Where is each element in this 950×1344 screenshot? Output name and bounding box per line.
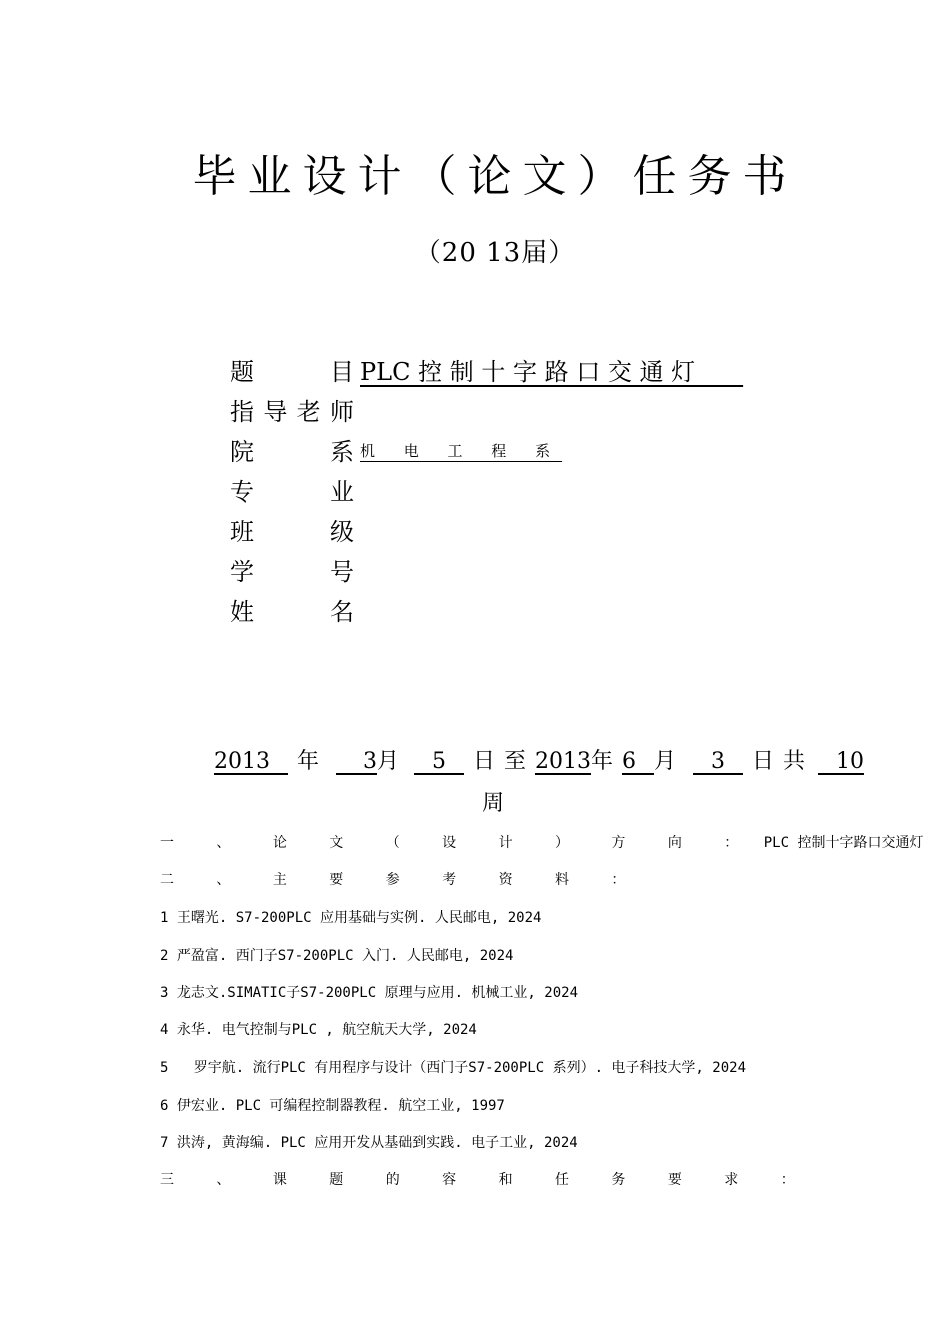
student-id-label: 学 号 — [230, 558, 354, 586]
reference-item: 7 洪涛, 黄海编. PLC 应用开发从基础到实践. 电子工业, 2024 — [160, 1135, 578, 1151]
tasks-heading: 三 、 课 题 的 容 和 任 务 要 求 ： — [160, 1172, 812, 1188]
start-month: 3 — [336, 749, 377, 774]
start-year: 2013 — [214, 749, 288, 774]
end-month-unit: 月 — [653, 749, 676, 774]
class-label: 班 级 — [230, 518, 354, 546]
references-heading: 二 、 主 要 参 考 资 料 ： — [160, 872, 643, 888]
reference-item: 1 王曙光. S7-200PLC 应用基础与实例. 人民邮电, 2024 — [160, 910, 542, 926]
topic-value: PLC 控 制 十 字 路 口 交 通 灯 — [360, 358, 744, 386]
advisor-label: 指 导 老 师 — [230, 398, 354, 426]
reference-item: 3 龙志文.SIMATIC子S7-200PLC 原理与应用. 机械工业, 2024 — [160, 985, 579, 1001]
reference-item: 2 严盈富. 西门子S7-200PLC 入门. 人民邮电, 2024 — [160, 948, 514, 964]
end-month: 6 — [622, 749, 654, 774]
document-title: 毕业设计（论文）任务书 — [192, 151, 798, 202]
end-day-unit: 日 共 — [751, 749, 805, 774]
schedule-line — [214, 744, 864, 775]
start-day: 5 — [414, 749, 464, 774]
graduation-session: （20 13届） — [414, 238, 576, 268]
start-month-unit: 月 — [376, 749, 399, 774]
end-day: 3 — [693, 749, 743, 774]
reference-item: 5 罗宇航. 流行PLC 有用程序与设计（西门子S7-200PLC 系列）. 电子科技大学, 2024 — [160, 1060, 747, 1076]
department-value: 机 电 工 程 系 — [360, 442, 563, 460]
end-year: 2013 — [534, 749, 591, 774]
direction-value: PLC 控制十字路口交通灯 — [763, 835, 924, 851]
start-day-unit: 日 至 — [472, 749, 526, 774]
reference-item: 4 永华. 电气控制与PLC , 航空航天大学, 2024 — [160, 1022, 477, 1038]
name-label: 姓 名 — [230, 598, 354, 626]
total-weeks: 10 — [817, 749, 864, 774]
end-year-unit: 年 — [590, 749, 613, 774]
start-year-unit: 年 — [296, 749, 319, 774]
reference-item: 6 伊宏业. PLC 可编程控制器教程. 航空工业, 1997 — [160, 1098, 505, 1114]
direction-line — [160, 832, 923, 852]
department-label: 院 系 — [230, 438, 354, 466]
direction-label: 一 、 论 文 （ 设 计 ） 方 向 ： — [160, 835, 756, 851]
week-unit: 周 — [482, 791, 505, 816]
topic-label: 题 目 — [230, 358, 354, 386]
major-label: 专 业 — [230, 478, 354, 506]
